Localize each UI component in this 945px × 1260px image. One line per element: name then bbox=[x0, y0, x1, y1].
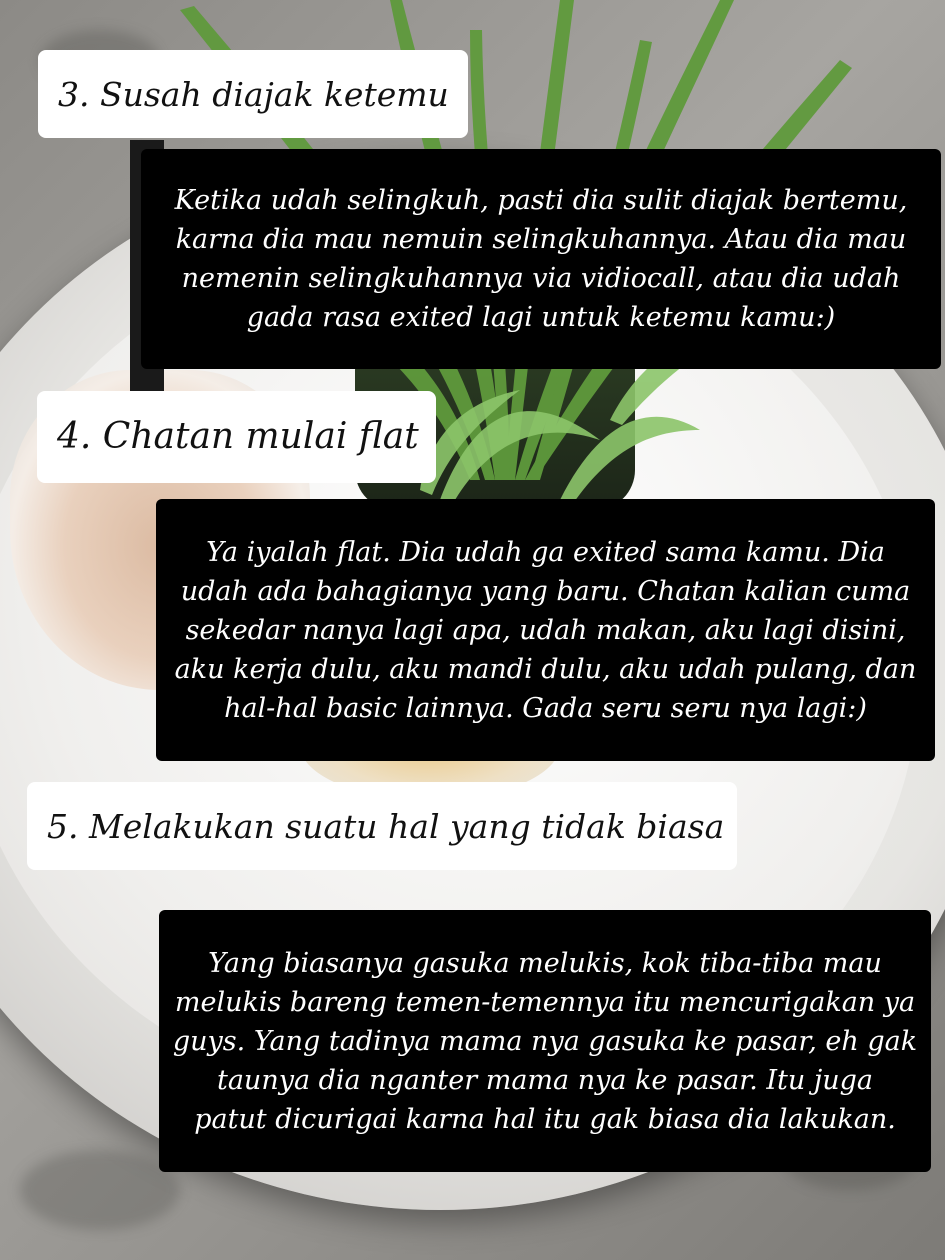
section-3-body-box bbox=[141, 149, 941, 369]
section-4-title: 4. Chatan mulai flat bbox=[57, 416, 419, 457]
body-line: guys. Yang tadinya mama nya gasuka ke pasar, eh gak bbox=[172, 1025, 918, 1057]
body-line: nemenin selingkuhannya via vidiocall, atau dia udah bbox=[181, 263, 901, 294]
body-line: Ketika udah selingkuh, pasti dia sulit diajak bertemu, bbox=[174, 185, 908, 216]
body-line: hal-hal basic lainnya. Gada seru seru nya lagi:) bbox=[224, 692, 867, 724]
body-line: karna dia mau nemuin selingkuhannya. Atau dia mau bbox=[175, 224, 907, 255]
section-5-title: 5. Melakukan suatu hal yang tidak biasa bbox=[47, 806, 725, 846]
section-4-title-box bbox=[37, 391, 436, 483]
section-3-title-box bbox=[38, 50, 468, 138]
body-line: gada rasa exited lagi untuk ketemu kamu:) bbox=[246, 302, 836, 333]
body-line: melukis bareng temen-temennya itu mencurigakan ya bbox=[174, 986, 916, 1018]
section-4-body bbox=[175, 533, 917, 728]
body-line: udah ada bahagianya yang baru. Chatan kalian cuma bbox=[180, 575, 911, 607]
section-3-body bbox=[175, 181, 908, 337]
section-5-title-box bbox=[27, 782, 737, 870]
body-line: Ya iyalah flat. Dia udah ga exited sama kamu. Dia bbox=[206, 536, 885, 568]
body-line: aku kerja dulu, aku mandi dulu, aku udah pulang, dan bbox=[174, 653, 917, 685]
section-4-body-box bbox=[156, 499, 935, 761]
body-line: sekedar nanya lagi apa, udah makan, aku lagi disini, bbox=[185, 614, 906, 646]
concrete-texture bbox=[20, 1150, 180, 1230]
body-line: patut dicurigai karna hal itu gak biasa dia lakukan. bbox=[194, 1103, 896, 1135]
section-5-body bbox=[173, 944, 917, 1139]
section-3-title: 3. Susah diajak ketemu bbox=[58, 74, 449, 114]
body-line: Yang biasanya gasuka melukis, kok tiba-tiba mau bbox=[208, 947, 882, 979]
body-line: taunya dia nganter mama nya ke pasar. Itu juga bbox=[216, 1064, 874, 1096]
section-5-body-box bbox=[159, 910, 931, 1172]
